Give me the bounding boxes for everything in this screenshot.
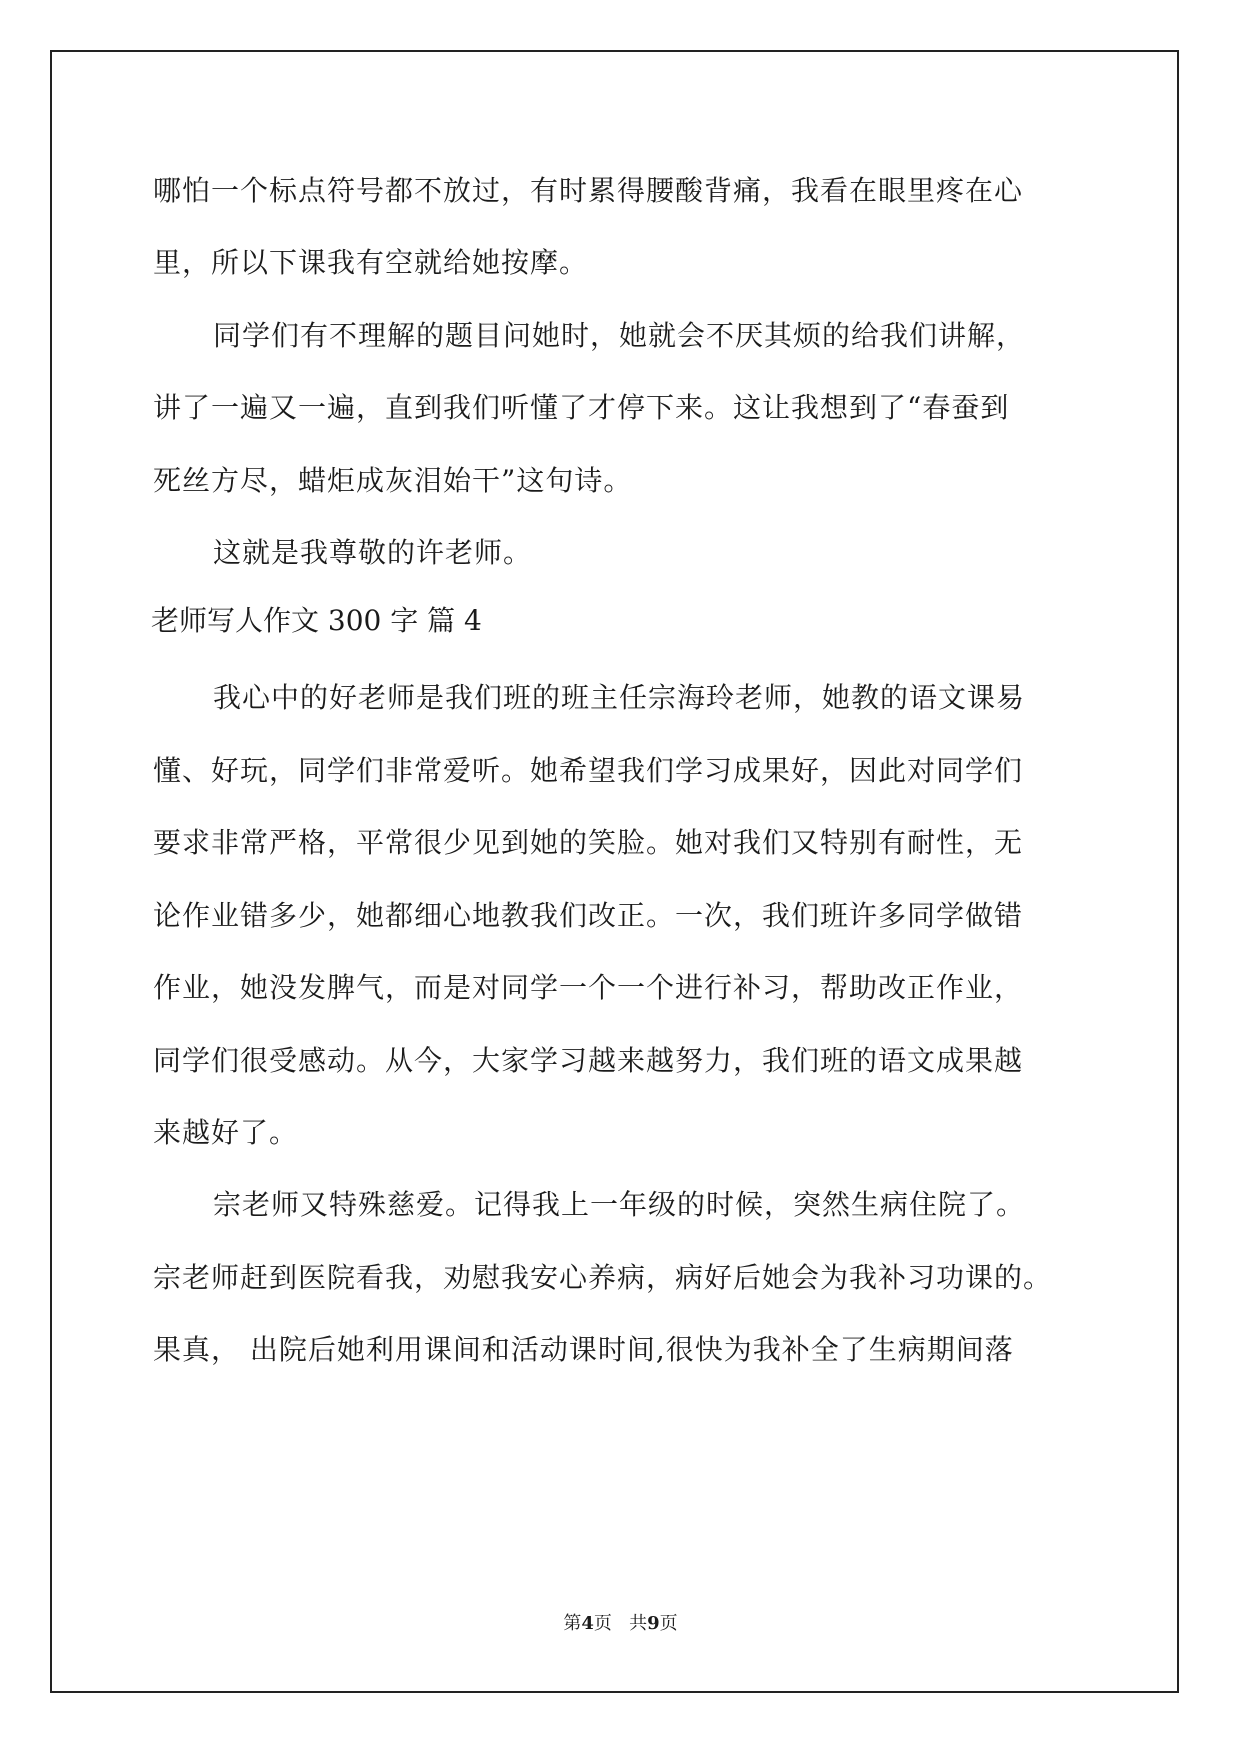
body-line: 里，所以下课我有空就给她按摩。 <box>153 246 589 279</box>
body-line: 宗老师又特殊慈爱。记得我上一年级的时候，突然生病住院了。 <box>213 1188 1026 1221</box>
footer-page-number: 4 <box>581 1613 594 1634</box>
footer-total-prefix: 共 <box>629 1613 648 1634</box>
page-border <box>50 50 1179 1693</box>
body-line: 哪怕一个标点符号都不放过，有时累得腰酸背痛，我看在眼里疼在心 <box>153 174 1024 207</box>
body-line: 死丝方尽，蜡炬成灰泪始干”这句诗。 <box>153 464 633 497</box>
body-line: 讲了一遍又一遍，直到我们听懂了才停下来。这让我想到了“春蚕到 <box>153 391 1010 424</box>
body-line: 同学们很受感动。从今，大家学习越来越努力，我们班的语文成果越 <box>153 1044 1024 1077</box>
body-line: 同学们有不理解的题目问她时，她就会不厌其烦的给我们讲解， <box>213 319 1026 352</box>
body-line: 来越好了。 <box>153 1116 299 1149</box>
section-heading: 老师写人作文 300 字 篇 4 <box>151 604 482 637</box>
footer-total-suffix: 页 <box>659 1613 678 1634</box>
body-line: 这就是我尊敬的许老师。 <box>213 536 533 569</box>
footer-total-pages: 9 <box>647 1613 660 1634</box>
footer-prefix: 第 <box>563 1613 582 1634</box>
body-line: 果真， 出院后她利用课间和活动课时间,很快为我补全了生病期间落 <box>153 1333 1014 1366</box>
body-line: 我心中的好老师是我们班的班主任宗海玲老师，她教的语文课易 <box>213 681 1026 714</box>
body-line: 懂、好玩，同学们非常爱听。她希望我们学习成果好，因此对同学们 <box>153 754 1024 787</box>
body-line: 论作业错多少，她都细心地教我们改正。一次，我们班许多同学做错 <box>153 899 1024 932</box>
body-line: 要求非常严格，平常很少见到她的笑脸。她对我们又特别有耐性，无 <box>153 826 1024 859</box>
footer-page-suffix: 页 <box>593 1613 612 1634</box>
body-line: 作业，她没发脾气，而是对同学一个一个进行补习，帮助改正作业， <box>153 971 1024 1004</box>
body-line: 宗老师赶到医院看我，劝慰我安心养病，病好后她会为我补习功课的。 <box>153 1261 1053 1294</box>
page-footer <box>0 1612 1241 1636</box>
